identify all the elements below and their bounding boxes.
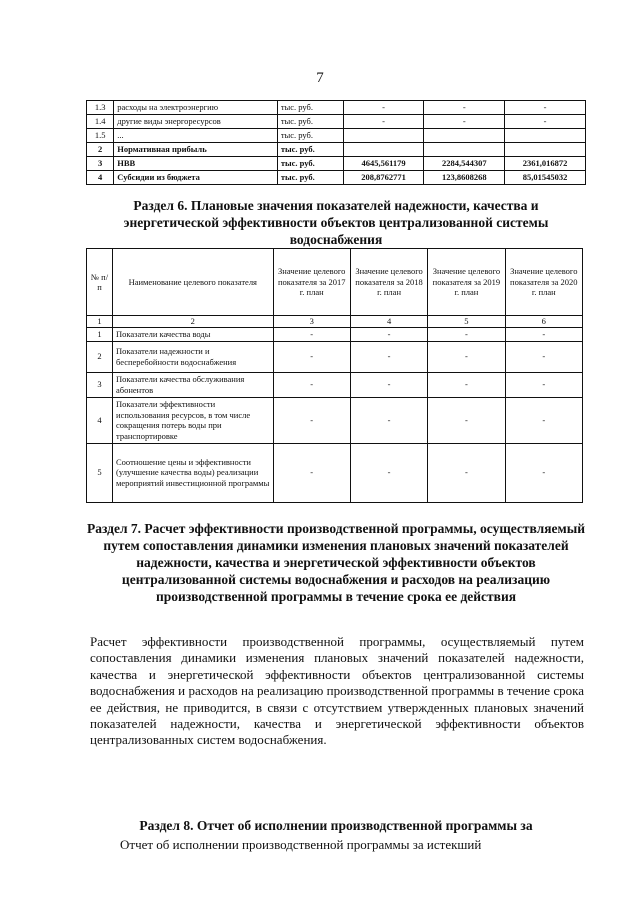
cell-unit: тыс. руб. (277, 143, 343, 157)
cell-v1: 4645,561179 (343, 157, 424, 171)
cell-value: - (428, 341, 505, 372)
cell-v1: 208,8762771 (343, 171, 424, 185)
cell-num: 1.4 (87, 115, 114, 129)
indicators-header-row (87, 249, 583, 316)
cell-value: - (428, 397, 505, 443)
cell-v2: - (424, 115, 505, 129)
cell-name: НВВ (114, 157, 278, 171)
cell-num: 3 (87, 372, 113, 397)
cell-name: ... (114, 129, 278, 143)
cell-value: - (350, 327, 427, 341)
section-7-body: Расчет эффективности производственной программы, осуществляемый путем сопоставления динамики изменения плановых значений показателей надежности, качества и энергетической эффективности объектов централизованной системы водоснабжения и расходов на реализацию производственной программы в течение срока ее действия, не приводится, в связи с отсутствием утвержденных плановых значений показателей надежности, качества и энергетической эффективности объектов централизованных систем водоснабжения. (90, 634, 584, 748)
cell-num: 1.3 (87, 101, 114, 115)
section-8-title: Раздел 8. Отчет об исполнении производственной программы за (139, 818, 533, 833)
table-row (87, 327, 583, 341)
header-2018: Значение целевого показателя за 2018 г. план (350, 249, 427, 316)
cell-num: 5 (87, 443, 113, 502)
cell-unit: тыс. руб. (277, 101, 343, 115)
table-row (87, 443, 583, 502)
table-row (87, 101, 586, 115)
cell-value: - (350, 341, 427, 372)
table-row (87, 341, 583, 372)
cell-value: - (350, 443, 427, 502)
cell-value: - (428, 443, 505, 502)
cell-name: Нормативная прибыль (114, 143, 278, 157)
index-cell: 3 (273, 316, 350, 328)
indicators-index-row (87, 316, 583, 328)
cell-value: - (350, 397, 427, 443)
cell-num: 2 (87, 143, 114, 157)
cell-value: - (428, 327, 505, 341)
cell-num: 4 (87, 397, 113, 443)
table-row (87, 143, 586, 157)
table-row (87, 115, 586, 129)
cell-v2: 123,8608268 (424, 171, 505, 185)
cell-v3: 2361,016872 (505, 157, 586, 171)
cell-name: Субсидии из бюджета (114, 171, 278, 185)
cell-value: - (505, 341, 582, 372)
cell-value: - (273, 327, 350, 341)
header-num: № п/ п (87, 249, 113, 316)
cell-name: Соотношение цены и эффективности (улучшение качества воды) реализации мероприятий инвестиционной программы (113, 443, 274, 502)
index-cell: 1 (87, 316, 113, 328)
table-row (87, 372, 583, 397)
cell-name: Показатели качества воды (113, 327, 274, 341)
cell-unit: тыс. руб. (277, 115, 343, 129)
cell-num: 3 (87, 157, 114, 171)
cell-num: 2 (87, 341, 113, 372)
cell-name: другие виды энергоресурсов (114, 115, 278, 129)
cell-value: - (273, 341, 350, 372)
cell-value: - (428, 372, 505, 397)
table-row (87, 157, 586, 171)
cell-unit: тыс. руб. (277, 171, 343, 185)
cell-v2: - (424, 101, 505, 115)
cell-num: 1.5 (87, 129, 114, 143)
cell-unit: тыс. руб. (277, 129, 343, 143)
index-cell: 2 (113, 316, 274, 328)
cell-value: - (273, 372, 350, 397)
cell-value: - (273, 443, 350, 502)
cell-value: - (505, 443, 582, 502)
cell-v1 (343, 129, 424, 143)
section-7-title: Раздел 7. Расчет эффективности производственной программы, осуществляемый путем сопоставления динамики изменения плановых значений показателей надежности, качества и энергетической эффективности объектов централизованной системы водоснабжения и расходов на реализацию производственной программы в течение срока ее действия (86, 521, 586, 604)
cell-v3: - (505, 115, 586, 129)
cell-v3 (505, 129, 586, 143)
cell-value: - (505, 372, 582, 397)
budget-table (86, 100, 586, 185)
cell-v1: - (343, 115, 424, 129)
cell-v2 (424, 143, 505, 157)
section-6-title: Раздел 6. Плановые значения показателей надежности, качества и энергетической эффективности объектов централизованной системы водоснабжения (123, 198, 549, 247)
cell-name: Показатели качества обслуживания абонентов (113, 372, 274, 397)
index-cell: 4 (350, 316, 427, 328)
header-2019: Значение целевого показателя за 2019 г. план (428, 249, 505, 316)
cell-value: - (273, 397, 350, 443)
cell-num: 1 (87, 327, 113, 341)
cell-value: - (350, 372, 427, 397)
cell-name: Показатели надежности и бесперебойности водоснабжения (113, 341, 274, 372)
header-2017: Значение целевого показателя за 2017 г. план (273, 249, 350, 316)
header-name: Наименование целевого показателя (113, 249, 274, 316)
cell-v1 (343, 143, 424, 157)
cell-name: Показатели эффективности использования ресурсов, в том числе сокращения потерь воды при транспортировке (113, 397, 274, 443)
table-row (87, 397, 583, 443)
index-cell: 5 (428, 316, 505, 328)
cell-name: расходы на электроэнергию (114, 101, 278, 115)
cell-num: 4 (87, 171, 114, 185)
table-row (87, 171, 586, 185)
cell-v1: - (343, 101, 424, 115)
header-2020: Значение целевого показателя за 2020 г. план (505, 249, 582, 316)
page-number: 7 (316, 70, 324, 86)
section-8-body: Отчет об исполнении производственной программы за истекший (120, 837, 482, 852)
cell-v3 (505, 143, 586, 157)
table-row (87, 129, 586, 143)
cell-unit: тыс. руб. (277, 157, 343, 171)
indicators-table (86, 248, 583, 503)
cell-value: - (505, 327, 582, 341)
index-cell: 6 (505, 316, 582, 328)
cell-v3: - (505, 101, 586, 115)
cell-v2 (424, 129, 505, 143)
cell-value: - (505, 397, 582, 443)
cell-v2: 2284,544307 (424, 157, 505, 171)
cell-v3: 85,01545032 (505, 171, 586, 185)
